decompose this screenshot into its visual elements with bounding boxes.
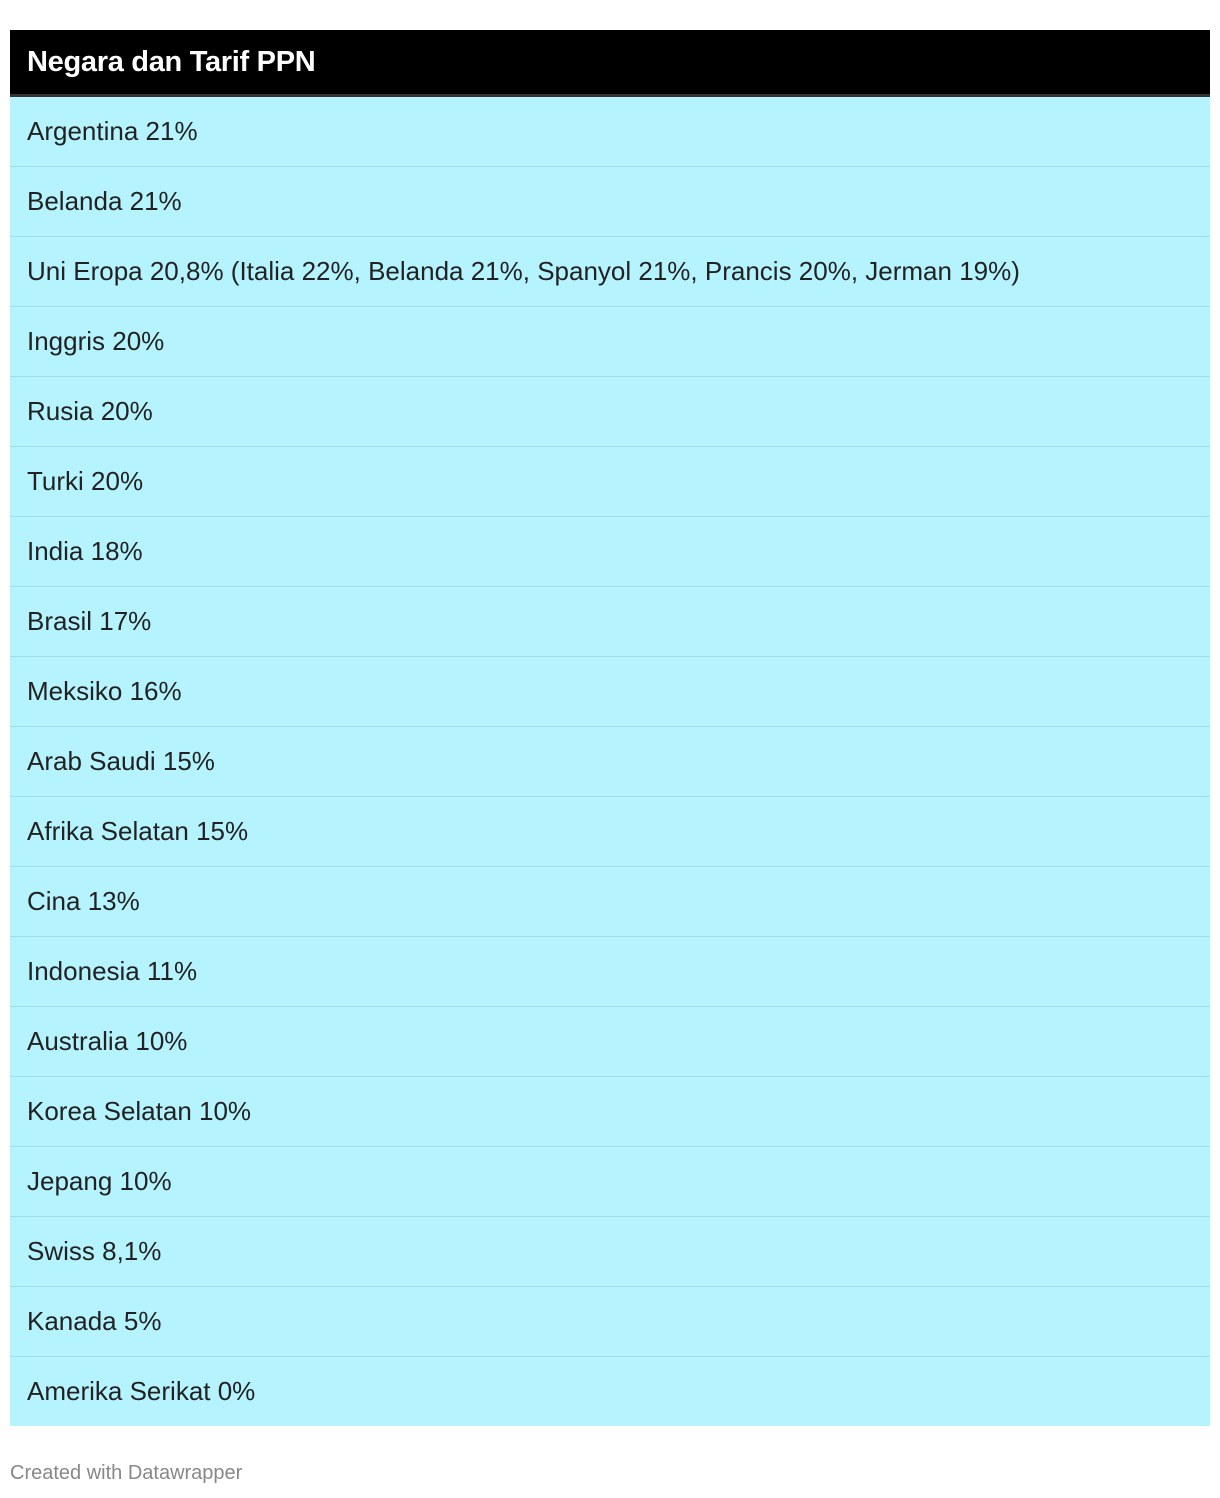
table-row: Uni Eropa 20,8% (Italia 22%, Belanda 21%, Spanyol 21%, Prancis 20%, Jerman 19%): [10, 237, 1210, 307]
vat-table: [10, 30, 1210, 1426]
column-header: Negara dan Tarif PPN: [27, 45, 316, 78]
table-row: Amerika Serikat 0%: [27, 1376, 256, 1406]
table-row: Belanda 21%: [10, 167, 1210, 237]
table-body: [10, 97, 1210, 1426]
table-row: Inggris 20%: [10, 307, 1210, 377]
footer-credit: Created with Datawrapper: [10, 1462, 243, 1484]
table-row: Jepang 10%: [10, 1147, 1210, 1217]
table-row: Cina 13%: [10, 867, 1210, 937]
table-row: Brasil 17%: [10, 587, 1210, 657]
table-row: Rusia 20%: [10, 377, 1210, 447]
table-row: Swiss 8,1%: [10, 1217, 1210, 1287]
table-row: Turki 20%: [10, 447, 1210, 517]
table-row: Argentina 21%: [10, 97, 1210, 167]
table-row: Kanada 5%: [10, 1287, 1210, 1357]
table-header: [10, 30, 1210, 97]
table-row: India 18%: [10, 517, 1210, 587]
table-row: Korea Selatan 10%: [10, 1077, 1210, 1147]
table-row: Meksiko 16%: [10, 657, 1210, 727]
table-row: Arab Saudi 15%: [10, 727, 1210, 797]
table-row: Afrika Selatan 15%: [10, 797, 1210, 867]
table-row: Indonesia 11%: [10, 937, 1210, 1007]
table-row: Australia 10%: [10, 1007, 1210, 1077]
